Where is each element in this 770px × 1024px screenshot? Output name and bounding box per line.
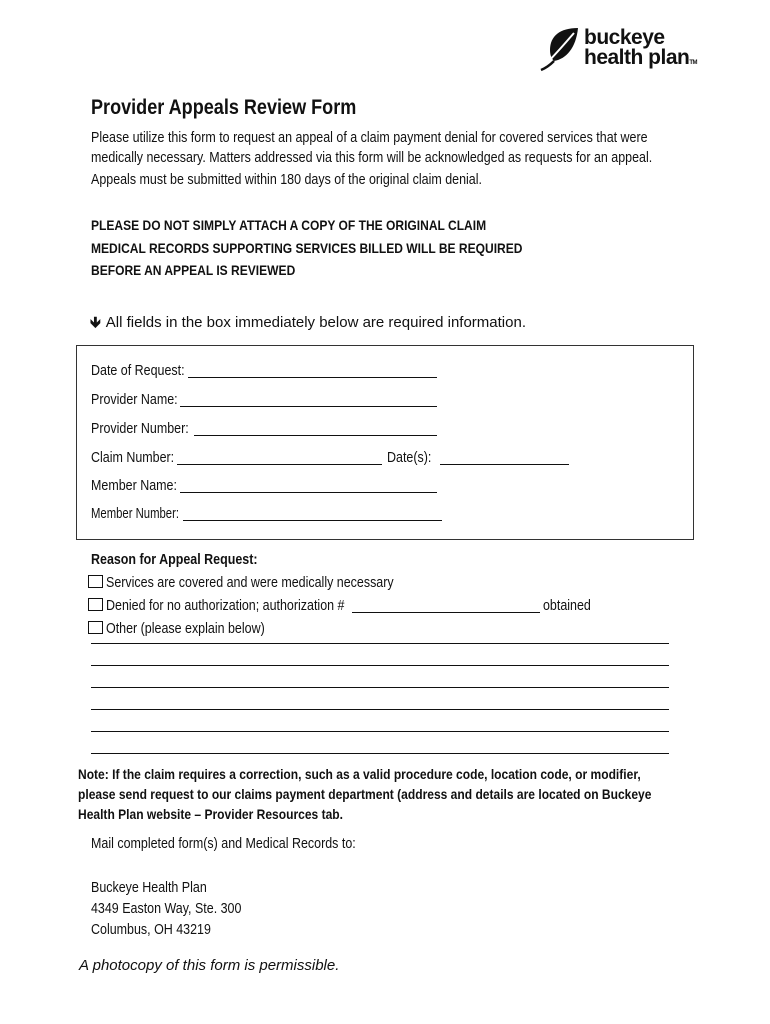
intro-line-2: medically necessary. Matters addressed via this form will be acknowledged as requests for an appeal. [91, 150, 653, 166]
note-line-1: Note: If the claim requires a correction, such as a valid procedure code, location code, or modifier, [78, 766, 641, 782]
note-line-2: please send request to our claims payment department (address and details are located on Buckeye [78, 786, 652, 802]
deadline-text: Appeals must be submitted within 180 days of the original claim denial. [91, 172, 482, 188]
reason-option-no-auth [88, 598, 383, 614]
dates-label: Date(s): [387, 450, 432, 466]
member-name-label: Member Name: [91, 478, 177, 494]
photocopy-note: A photocopy of this form is permissible. [79, 957, 340, 974]
provider-number-label: Provider Number: [91, 421, 189, 437]
leaf-icon [538, 26, 582, 72]
member-number-field[interactable] [183, 520, 442, 521]
page-title: Provider Appeals Review Form [91, 96, 357, 119]
member-number-label: Member Number: [91, 506, 179, 522]
explain-line-2[interactable] [91, 665, 669, 666]
mail-instruction: Mail completed form(s) and Medical Records to: [91, 836, 356, 852]
reason-option-other-label: Other (please explain below) [106, 621, 265, 637]
address-line-1: Buckeye Health Plan [91, 880, 207, 896]
provider-number-field[interactable] [194, 435, 437, 436]
explain-line-4[interactable] [91, 709, 669, 710]
checkbox-covered[interactable] [88, 575, 103, 588]
intro-text [91, 128, 652, 168]
date-of-request-label: Date of Request: [91, 363, 185, 379]
logo-wordmark [584, 28, 697, 73]
warning-block [91, 214, 522, 282]
reason-option-covered-label: Services are covered and were medically necessary [106, 575, 394, 591]
correction-note [78, 764, 651, 824]
required-note-text: All fields in the box immediately below are required information. [105, 314, 526, 331]
arrow-down-icon: 🡻 [90, 314, 101, 331]
logo-line-2: health plan [584, 46, 690, 69]
logo-trademark: TM [689, 60, 698, 66]
provider-name-field[interactable] [180, 406, 437, 407]
reason-title: Reason for Appeal Request: [91, 552, 258, 568]
explain-line-6[interactable] [91, 753, 669, 754]
reason-option-covered [88, 575, 440, 591]
date-of-request-field[interactable] [188, 377, 437, 378]
intro-line-1: Please utilize this form to request an appeal of a claim payment denial for covered services that were [91, 130, 648, 146]
address-line-2: 4349 Easton Way, Ste. 300 [91, 901, 242, 917]
required-note [90, 312, 526, 337]
checkbox-other[interactable] [88, 621, 103, 634]
claim-number-label: Claim Number: [91, 450, 175, 466]
warning-line-1: PLEASE DO NOT SIMPLY ATTACH A COPY OF THE ORIGINAL CLAIM [91, 217, 487, 233]
explain-line-5[interactable] [91, 731, 669, 732]
reason-option-other [88, 621, 291, 637]
explain-line-3[interactable] [91, 687, 669, 688]
mailing-address [91, 878, 241, 941]
reason-option-no-auth-label: Denied for no authorization; authorization # [106, 598, 345, 614]
explain-line-1[interactable] [91, 643, 669, 644]
warning-line-3: BEFORE AN APPEAL IS REVIEWED [91, 262, 296, 278]
claim-number-field[interactable] [177, 464, 382, 465]
member-name-field[interactable] [180, 492, 437, 493]
logo-line-1: buckeye [584, 26, 665, 49]
address-line-3: Columbus, OH 43219 [91, 922, 211, 938]
checkbox-no-auth[interactable] [88, 598, 103, 611]
obtained-label: obtained [543, 598, 591, 614]
warning-line-2: MEDICAL RECORDS SUPPORTING SERVICES BILLED WILL BE REQUIRED [91, 239, 523, 256]
note-line-3: Health Plan website – Provider Resources tab. [78, 806, 343, 822]
provider-name-label: Provider Name: [91, 392, 178, 408]
buckeye-logo [538, 26, 698, 72]
authorization-number-field[interactable] [352, 612, 540, 613]
dates-field[interactable] [440, 464, 569, 465]
